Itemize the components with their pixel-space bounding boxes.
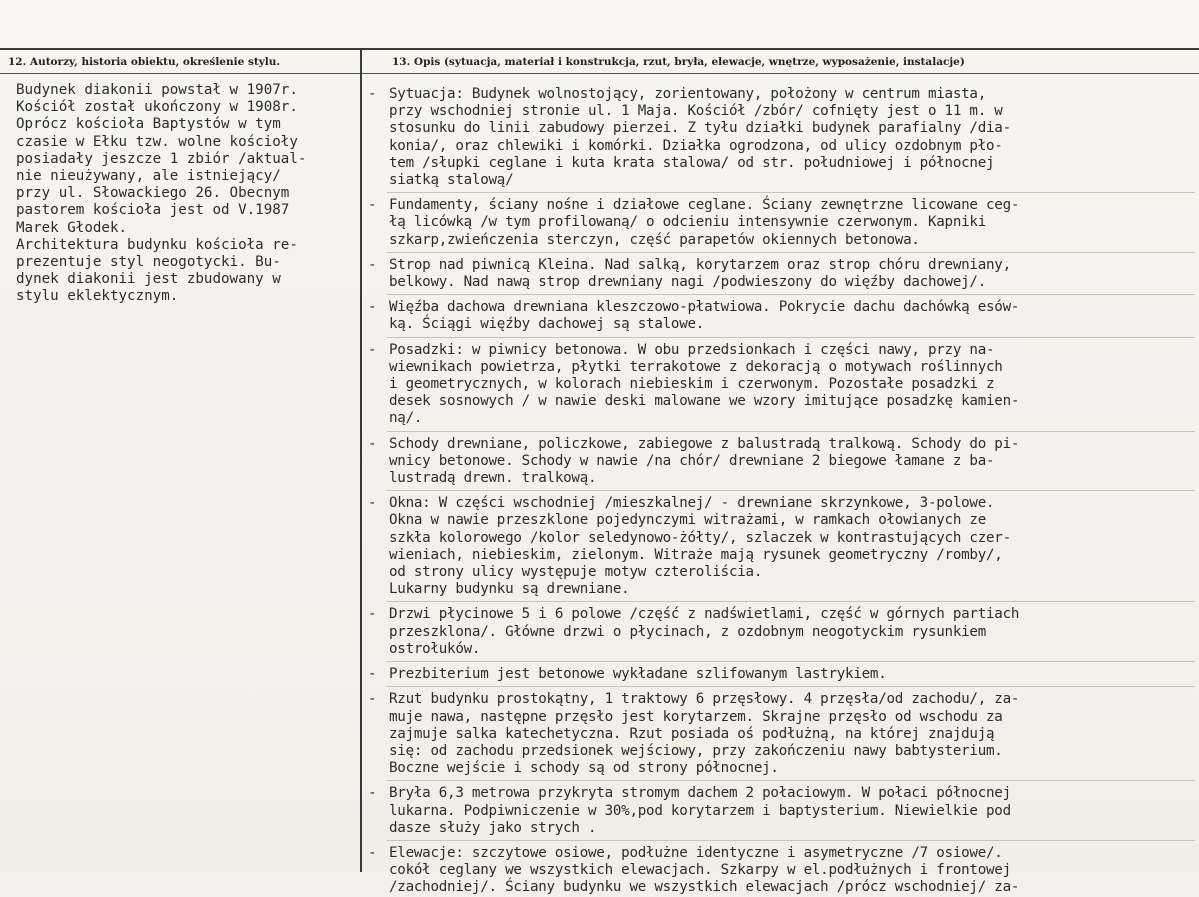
section-13-heading: 13. Opis (sytuacja, materiał i konstrukcja, rzut, bryła, elewacje, wnętrze, wyposażenie, instalacje) — [392, 56, 965, 68]
list-dash: - — [368, 785, 377, 802]
list-dash: - — [368, 197, 377, 214]
paragraph-text: Bryła 6,3 metrowa przykryta stromym dachem 2 połaciowym. W połaci północnej lukarna. Podpiwniczenie w 30%,pod korytarzem i baptysterium. Niewielkie pod dasze służy jako strych . — [389, 785, 1011, 836]
description-paragraph — [365, 86, 1195, 189]
paragraph-separator — [387, 780, 1195, 781]
list-dash: - — [368, 435, 377, 452]
paragraph-text: Drzwi płycinowe 5 i 6 polowe /część z nadświetlami, część w górnych partiach przeszklona/. Główne drzwi o płycinach, z ozdobnym neogotyckim rysunkiem ostrołuków. — [389, 606, 1020, 657]
paragraph-text: Schody drewniane, policzkowe, zabiegowe z balustradą tralkową. Schody do pi- wnicy betonowe. Schody w nawie /na chór/ drewniane 2 biegowe łamane z ba- lustradą drewn. tralkową. — [389, 435, 1020, 487]
paragraph-separator — [387, 252, 1195, 253]
paragraph-text: Sytuacja: Budynek wolnostojący, zorientowany, położony w centrum miasta, przy wschodniej stronie ul. 1 Maja. Kościół /zbór/ cofnięty jest o 11 m. w stosunku do linii zabudowy pierzei. Z tyłu działki budynek parafialny /dia- konia/, oraz chlewiki i komórki. Działka ogrodzona, od ulicy ozdobnym pło- tem /słupki ceglane i kuta krata stalowa/ od str. południowej i północnej siatką stalową/ — [389, 86, 1011, 189]
paragraph-separator — [387, 840, 1195, 841]
paragraph-separator — [387, 601, 1195, 602]
description-paragraph — [365, 257, 1195, 291]
description-paragraph — [365, 342, 1195, 428]
description-paragraph — [365, 197, 1195, 249]
description-paragraph — [365, 691, 1195, 777]
table-top-border — [0, 48, 1199, 50]
description-paragraph — [365, 495, 1195, 598]
paragraph-separator — [387, 294, 1195, 295]
section-13-body — [365, 86, 1195, 897]
paragraph-separator — [387, 686, 1195, 687]
description-paragraph — [365, 785, 1195, 837]
paragraph-text: Posadzki: w piwnicy betonowa. W obu przedsionkach i części nawy, przy na- wiewnikach powietrza, płytki terrakotowe z dekoracją o motywach roślinnych i geometrycznych, w kolorach niebieskim i czerwonym. Pozostałe posadzki z desek sosnowych / w nawie deski malowane we wzory imitujące posadzkę kamien- ną/. — [389, 341, 1020, 427]
paragraph-text: Rzut budynku prostokątny, 1 traktowy 6 przęsłowy. 4 przęsła/od zachodu/, za- muje nawa, następne przęsło jest korytarzem. Skrajne przęsło od wschodu za zajmuje salka katechetyczna. Rzut posiada oś podłużną, na której znajdują się: od zachodu przedsionek wejściowy, przy zakończeniu nawy babtysterium. Boczne wejście i schody są od strony północnej. — [389, 691, 1020, 777]
list-dash: - — [368, 691, 377, 708]
paragraph-separator — [387, 490, 1195, 491]
paragraph-text: Okna: W części wschodniej /mieszkalnej/ - drewniane skrzynkowe, 3-polowe. Okna w nawie przeszklone pojedynczymi witrażami, w ramkach ołowianych ze szkła kolorowego /kolor seledynowo-żółty/, szlaczek w kontrastujących czer- wieniach, niebieskim, zielonym. Witraże mają rysunek geometryczny /romby/, od strony ulicy występuje motyw czteroliścia. Lukarny budynku są drewniane. — [389, 495, 1011, 598]
list-dash: - — [368, 299, 377, 316]
paragraph-separator — [387, 337, 1195, 338]
description-paragraph — [365, 666, 1195, 683]
paragraph-separator — [387, 192, 1195, 193]
column-divider — [360, 48, 362, 872]
description-paragraph — [365, 845, 1195, 897]
paragraph-text: Strop nad piwnicą Kleina. Nad salką, korytarzem oraz strop chóru drewniany, belkowy. Nad nawą strop drewniany nagi /podwieszony do więźby dachowej/. — [389, 256, 1011, 291]
paragraph-separator — [387, 431, 1195, 432]
section-12-body: Budynek diakonii powstał w 1907r. Kościół został ukończony w 1908r. Oprócz kościoła Baptystów w tym czasie w Ełku tzw. wolne kościoły posiadały jeszcze 1 zbiór /aktual- nie nieużywany, ale istniejący/ przy ul. Słowackiego 26. Obecnym pastorem kościoła jest od V.1987 Marek Głodek. Architektura budynku kościoła re- prezentuje styl neogotycki. Bu- dynek diakonii jest zbudowany w stylu eklektycznym. — [16, 82, 307, 305]
list-dash: - — [368, 495, 377, 512]
description-paragraph — [365, 299, 1195, 333]
list-dash: - — [368, 256, 377, 273]
list-dash: - — [368, 341, 377, 358]
list-dash: - — [368, 666, 377, 683]
list-dash: - — [368, 844, 377, 861]
paragraph-text: Fundamenty, ściany nośne i działowe ceglane. Ściany zewnętrzne licowane ceg- łą licówką /w tym profilowaną/ o odcieniu intensywnie czerwonym. Kapniki szkarp,zwieńczenia sterczyn, część parapetów okiennych betonowa. — [389, 197, 1020, 248]
section-12-heading: 12. Autorzy, historia obiektu, określenie stylu. — [8, 56, 281, 68]
description-paragraph — [365, 606, 1195, 658]
paragraph-separator — [387, 661, 1195, 662]
header-bottom-border — [0, 73, 1199, 74]
list-dash: - — [368, 86, 377, 102]
paragraph-text: Elewacje: szczytowe osiowe, podłużne identyczne i asymetryczne /7 osiowe/. cokół ceglany we wszystkich elewacjach. Szkarpy w el.podłużnych i frontowej /zachodniej/. Ściany budynku we wszystkich elewacjach /prócz wschodniej/ za- — [389, 844, 1020, 896]
paragraph-text: Więźba dachowa drewniana kleszczowo-płatwiowa. Pokrycie dachu dachówką esów- ką. Ściągi więźby dachowej są stalowe. — [389, 299, 1020, 333]
description-paragraph — [365, 436, 1195, 488]
paragraph-text: Prezbiterium jest betonowe wykładane szlifowanym lastrykiem. — [389, 666, 887, 683]
list-dash: - — [368, 606, 377, 623]
